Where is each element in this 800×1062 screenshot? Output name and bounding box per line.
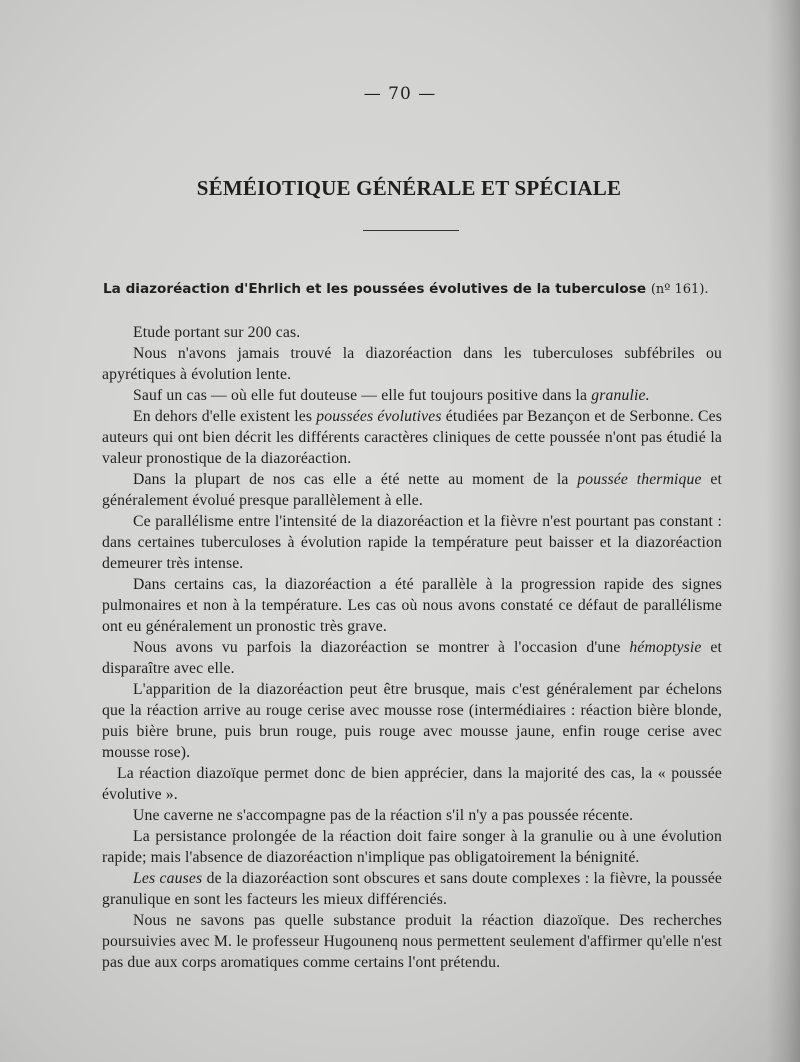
paragraph-text: Dans la plupart de nos cas elle a été nette au moment de la [133, 471, 578, 488]
paragraph-text: et généralement évolué presque parallèlement à elle. [102, 471, 722, 509]
page-title: SÉMÉIOTIQUE GÉNÉRALE ET SPÉCIALE [196, 176, 622, 200]
paragraph: Une caverne ne s'accompagne pas de la réaction s'il n'y a pas poussée récente. [133, 807, 634, 824]
paragraph-text: Sauf un cas — où elle fut douteuse — elle fut toujours positive dans la [133, 387, 592, 404]
paragraph: Nous ne savons pas quelle substance produit la réaction diazoïque. Des recherches poursuivies avec M. le professeur Hugounenq nous permettent seulement d'affirmer qu'elle n'est pas due aux corps aromatiques comme certains l'ont prétendu. [102, 912, 722, 971]
paragraph-emphasis: hémoptysie [629, 639, 702, 656]
paragraph-emphasis: granulie. [591, 387, 650, 404]
paragraph: La réaction diazoïque permet donc de bien apprécier, dans la majorité des cas, la « poussée évolutive ». [102, 765, 722, 803]
paragraph-emphasis: poussée thermique [577, 471, 702, 488]
section-heading [103, 281, 763, 297]
paragraph: Etude portant sur 200 cas. [133, 324, 301, 341]
paragraph-text: Nous avons vu parfois la diazoréaction se montrer à l'occasion d'une [133, 639, 630, 656]
paragraph: Ce parallélisme entre l'intensité de la diazoréaction et la fièvre n'est pourtant pas constant : dans certaines tuberculoses à évolution rapide la température peut baisser et la diazoréaction demeurer très intense. [102, 513, 722, 572]
page-edge-shadow [766, 0, 800, 1062]
paragraph: L'apparition de la diazoréaction peut être brusque, mais c'est généralement par échelons que la réaction arrive au rouge cerise avec mousse rose (intermédiaires : réaction bière blonde, puis bière brune, puis brun rouge, puis rouge avec mousse jaune, enfin rouge cerise avec mousse rose). [102, 681, 722, 761]
paragraph-text: de la diazoréaction sont obscures et sans doute complexes : la fièvre, la poussée granulique en sont les facteurs les mieux différenciés. [102, 870, 722, 908]
paragraph: Dans certains cas, la diazoréaction a été parallèle à la progression rapide des signes pulmonaires et non à la température. Les cas où nous avons constaté ce défaut de parallélisme ont eu généralement un pronostic très grave. [102, 576, 722, 635]
paragraph-text: et disparaître avec elle. [102, 639, 722, 677]
paragraph [102, 637, 722, 679]
paragraph-emphasis: Les causes [133, 870, 203, 887]
page-number: — 70 — [363, 84, 437, 104]
paragraph [102, 469, 722, 511]
paragraph-text: En dehors d'elle existent les [133, 408, 317, 425]
section-heading-text: La diazoréaction d'Ehrlich et les poussées évolutives de la tuberculose [103, 281, 647, 297]
paragraph: La persistance prolongée de la réaction doit faire songer à la granulie ou à une évolution rapide; mais l'absence de diazoréaction n'implique pas obligatoirement la bénignité. [102, 828, 722, 866]
section-heading-ref: (nº 161). [650, 282, 709, 297]
paragraph-text: étudiées par Bezançon et de Serbonne. Ces auteurs qui ont bien décrit les différents caractères cliniques de cette poussée n'ont pas étudié la valeur pronostique de la diazoréaction. [102, 408, 722, 467]
body-text [102, 322, 722, 973]
paragraph [102, 385, 722, 406]
paragraph: Nous n'avons jamais trouvé la diazoréaction dans les tuberculoses subfébriles ou apyrétiques à évolution lente. [102, 345, 722, 383]
paragraph-emphasis: poussées évolutives [316, 408, 442, 425]
title-divider [363, 230, 459, 231]
paragraph [102, 406, 722, 469]
paragraph [102, 868, 722, 910]
